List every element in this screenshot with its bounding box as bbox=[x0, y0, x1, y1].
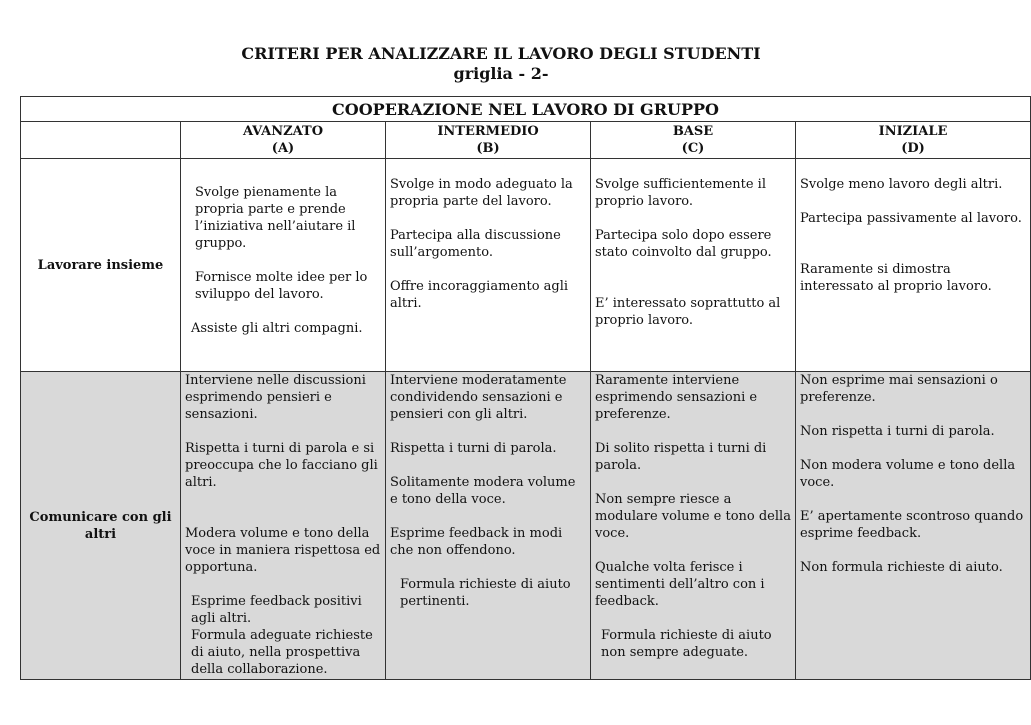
descriptor: Non sempre riesce a modulare volume e tono della voce. bbox=[595, 492, 791, 541]
descriptor: Interviene nelle discussioni esprimendo pensieri e sensazioni. bbox=[185, 373, 366, 422]
descriptor: Interviene moderatamente condividendo sensazioni e pensieri con gli altri. bbox=[390, 373, 567, 422]
descriptor: Non modera volume e tono della voce. bbox=[800, 458, 1016, 490]
level-header-d bbox=[796, 122, 1031, 159]
descriptor: Svolge meno lavoro degli altri. bbox=[800, 177, 1003, 192]
level-name: AVANZATO bbox=[242, 124, 324, 139]
descriptor: Rispetta i turni di parola e si preoccupa che lo facciano gli altri. bbox=[185, 441, 378, 490]
level-code: (D) bbox=[901, 141, 925, 156]
level-header-a bbox=[181, 122, 386, 159]
descriptor: Non rispetta i turni di parola. bbox=[800, 424, 995, 439]
cell-b bbox=[386, 159, 591, 372]
levels-row bbox=[21, 122, 1031, 159]
descriptor: E’ interessato soprattutto al proprio lavoro. bbox=[595, 296, 781, 328]
descriptor: Esprime feedback in modi che non offendono. bbox=[390, 526, 563, 558]
descriptor: Raramente interviene esprimendo sensazioni e preferenze. bbox=[595, 373, 758, 422]
cell-d bbox=[796, 372, 1031, 680]
descriptor: Raramente si dimostra interessato al proprio lavoro. bbox=[800, 262, 992, 294]
level-code: (A) bbox=[271, 141, 295, 156]
descriptor: Svolge pienamente la propria parte e prende l’iniziativa nell’aiutare il gruppo. bbox=[195, 185, 356, 251]
cell-c bbox=[591, 372, 796, 680]
level-header-b bbox=[386, 122, 591, 159]
title-line-2: griglia - 2- bbox=[453, 64, 549, 83]
document-title bbox=[0, 44, 1002, 84]
level-code: (B) bbox=[476, 141, 500, 156]
row-label: Lavorare insieme bbox=[21, 159, 181, 372]
level-name: BASE bbox=[672, 124, 714, 139]
descriptor: Offre incoraggiamento agli altri. bbox=[390, 279, 569, 311]
table-header: COOPERAZIONE NEL LAVORO DI GRUPPO bbox=[21, 97, 1031, 122]
rubric-table-container bbox=[20, 96, 1024, 677]
descriptor: E’ apertamente scontroso quando esprime feedback. bbox=[800, 509, 1024, 541]
cell-a bbox=[181, 159, 386, 372]
descriptor: Formula adeguate richieste di aiuto, nella prospettiva della collaborazione. bbox=[191, 628, 373, 677]
table-header-row bbox=[21, 97, 1031, 122]
rubric-table bbox=[20, 96, 1031, 680]
descriptor: Solitamente modera volume e tono della voce. bbox=[390, 475, 576, 507]
descriptor: Formula richieste di aiuto non sempre adeguate. bbox=[601, 628, 772, 660]
descriptor: Fornisce molte idee per lo sviluppo del lavoro. bbox=[195, 270, 368, 302]
descriptor: Esprime feedback positivi agli altri. bbox=[191, 594, 362, 626]
empty-corner-cell bbox=[21, 122, 181, 159]
cell-d bbox=[796, 159, 1031, 372]
descriptor: Modera volume e tono della voce in maniera rispettosa ed opportuna. bbox=[185, 526, 381, 575]
level-name: INIZIALE bbox=[878, 124, 948, 139]
descriptor: Non formula richieste di aiuto. bbox=[800, 560, 1003, 575]
level-code: (C) bbox=[681, 141, 705, 156]
descriptor: Di solito rispetta i turni di parola. bbox=[595, 441, 767, 473]
descriptor: Partecipa solo dopo essere stato coinvolto dal gruppo. bbox=[595, 228, 772, 260]
descriptor: Svolge in modo adeguato la propria parte del lavoro. bbox=[390, 177, 573, 209]
row-label: Comunicare con gli altri bbox=[21, 372, 181, 680]
descriptor: Partecipa passivamente al lavoro. bbox=[800, 211, 1022, 226]
title-line-1: CRITERI PER ANALIZZARE IL LAVORO DEGLI STUDENTI bbox=[241, 44, 761, 63]
descriptor: Rispetta i turni di parola. bbox=[390, 441, 557, 456]
cell-a bbox=[181, 372, 386, 680]
descriptor: Svolge sufficientemente il proprio lavoro. bbox=[595, 177, 766, 209]
level-header-c bbox=[591, 122, 796, 159]
descriptor: Partecipa alla discussione sull’argomento. bbox=[390, 228, 561, 260]
descriptor: Assiste gli altri compagni. bbox=[191, 321, 363, 336]
cell-c bbox=[591, 159, 796, 372]
table-row-lavorare-insieme bbox=[21, 159, 1031, 372]
cell-b bbox=[386, 372, 591, 680]
descriptor: Formula richieste di aiuto pertinenti. bbox=[400, 577, 571, 609]
descriptor: Non esprime mai sensazioni o preferenze. bbox=[800, 373, 998, 405]
table-row-comunicare bbox=[21, 372, 1031, 680]
descriptor: Qualche volta ferisce i sentimenti dell’altro con i feedback. bbox=[595, 560, 765, 609]
level-name: INTERMEDIO bbox=[437, 124, 539, 139]
